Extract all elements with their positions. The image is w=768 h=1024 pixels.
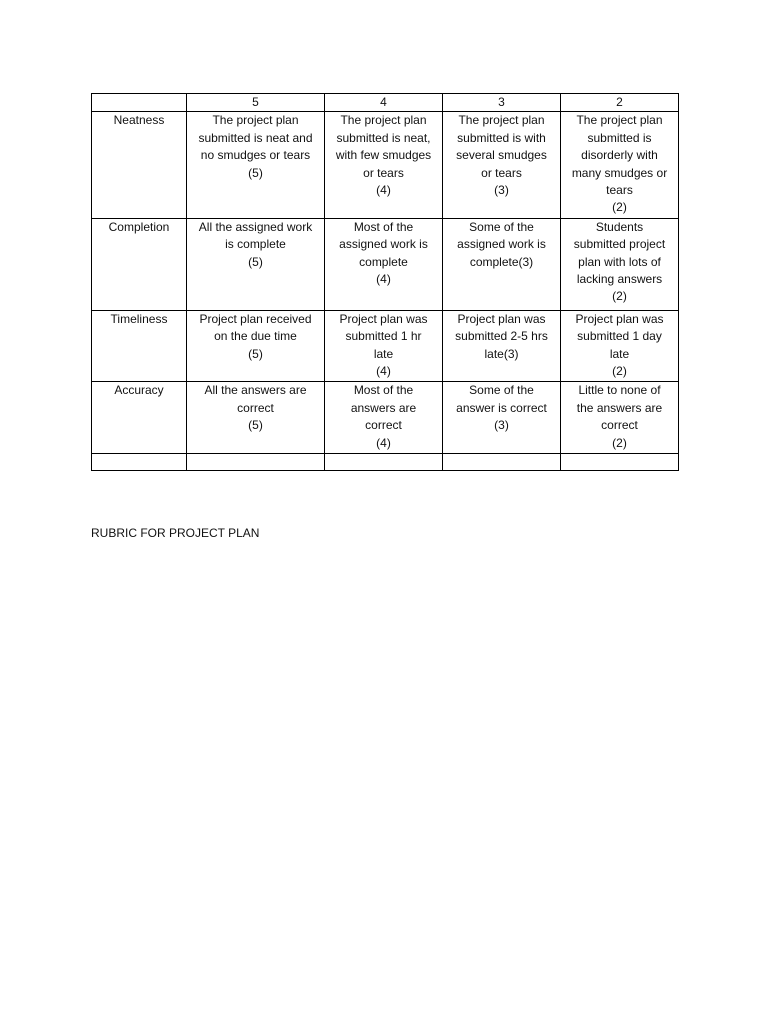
criterion-cell: Timeliness: [92, 310, 187, 382]
descriptor-cell-score-4: Project plan was submitted 1 hr late (4): [325, 310, 443, 382]
descriptor-cell-score-5: The project plan submitted is neat and no smudges or tears (5): [187, 112, 325, 218]
table-row-completion: [92, 218, 679, 310]
criterion-cell: Neatness: [92, 112, 187, 218]
descriptor-cell-score-2: Students submitted project plan with lots of lacking answers (2): [561, 218, 679, 310]
header-cell-score-2: 2: [561, 94, 679, 112]
descriptor-cell-score-3: Project plan was submitted 2-5 hrs late(3): [443, 310, 561, 382]
descriptor-cell-score-5: All the answers are correct (5): [187, 382, 325, 454]
empty-cell: [187, 454, 325, 471]
header-cell-score-4: 4: [325, 94, 443, 112]
header-cell-criterion: [92, 94, 187, 112]
table-header-row: [92, 94, 679, 112]
descriptor-cell-score-5: All the assigned work is complete (5): [187, 218, 325, 310]
criterion-cell: Accuracy: [92, 382, 187, 454]
descriptor-cell-score-3: Some of the assigned work is complete(3): [443, 218, 561, 310]
descriptor-cell-score-3: Some of the answer is correct (3): [443, 382, 561, 454]
empty-cell: [443, 454, 561, 471]
descriptor-cell-score-4: Most of the answers are correct (4): [325, 382, 443, 454]
empty-cell: [325, 454, 443, 471]
table-row-accuracy: [92, 382, 679, 454]
empty-cell: [561, 454, 679, 471]
descriptor-cell-score-2: Project plan was submitted 1 day late (2): [561, 310, 679, 382]
document-caption: RUBRIC FOR PROJECT PLAN: [91, 526, 260, 540]
descriptor-cell-score-2: The project plan submitted is disorderly with many smudges or tears (2): [561, 112, 679, 218]
criterion-cell: Completion: [92, 218, 187, 310]
table-row-neatness: [92, 112, 679, 218]
descriptor-cell-score-5: Project plan received on the due time (5): [187, 310, 325, 382]
empty-cell: [92, 454, 187, 471]
table-row-empty: [92, 454, 679, 471]
table-row-timeliness: [92, 310, 679, 382]
rubric-table: [91, 93, 679, 471]
descriptor-cell-score-3: The project plan submitted is with several smudges or tears (3): [443, 112, 561, 218]
header-cell-score-3: 3: [443, 94, 561, 112]
descriptor-cell-score-4: The project plan submitted is neat, with few smudges or tears (4): [325, 112, 443, 218]
header-cell-score-5: 5: [187, 94, 325, 112]
descriptor-cell-score-2: Little to none of the answers are correct (2): [561, 382, 679, 454]
descriptor-cell-score-4: Most of the assigned work is complete (4): [325, 218, 443, 310]
